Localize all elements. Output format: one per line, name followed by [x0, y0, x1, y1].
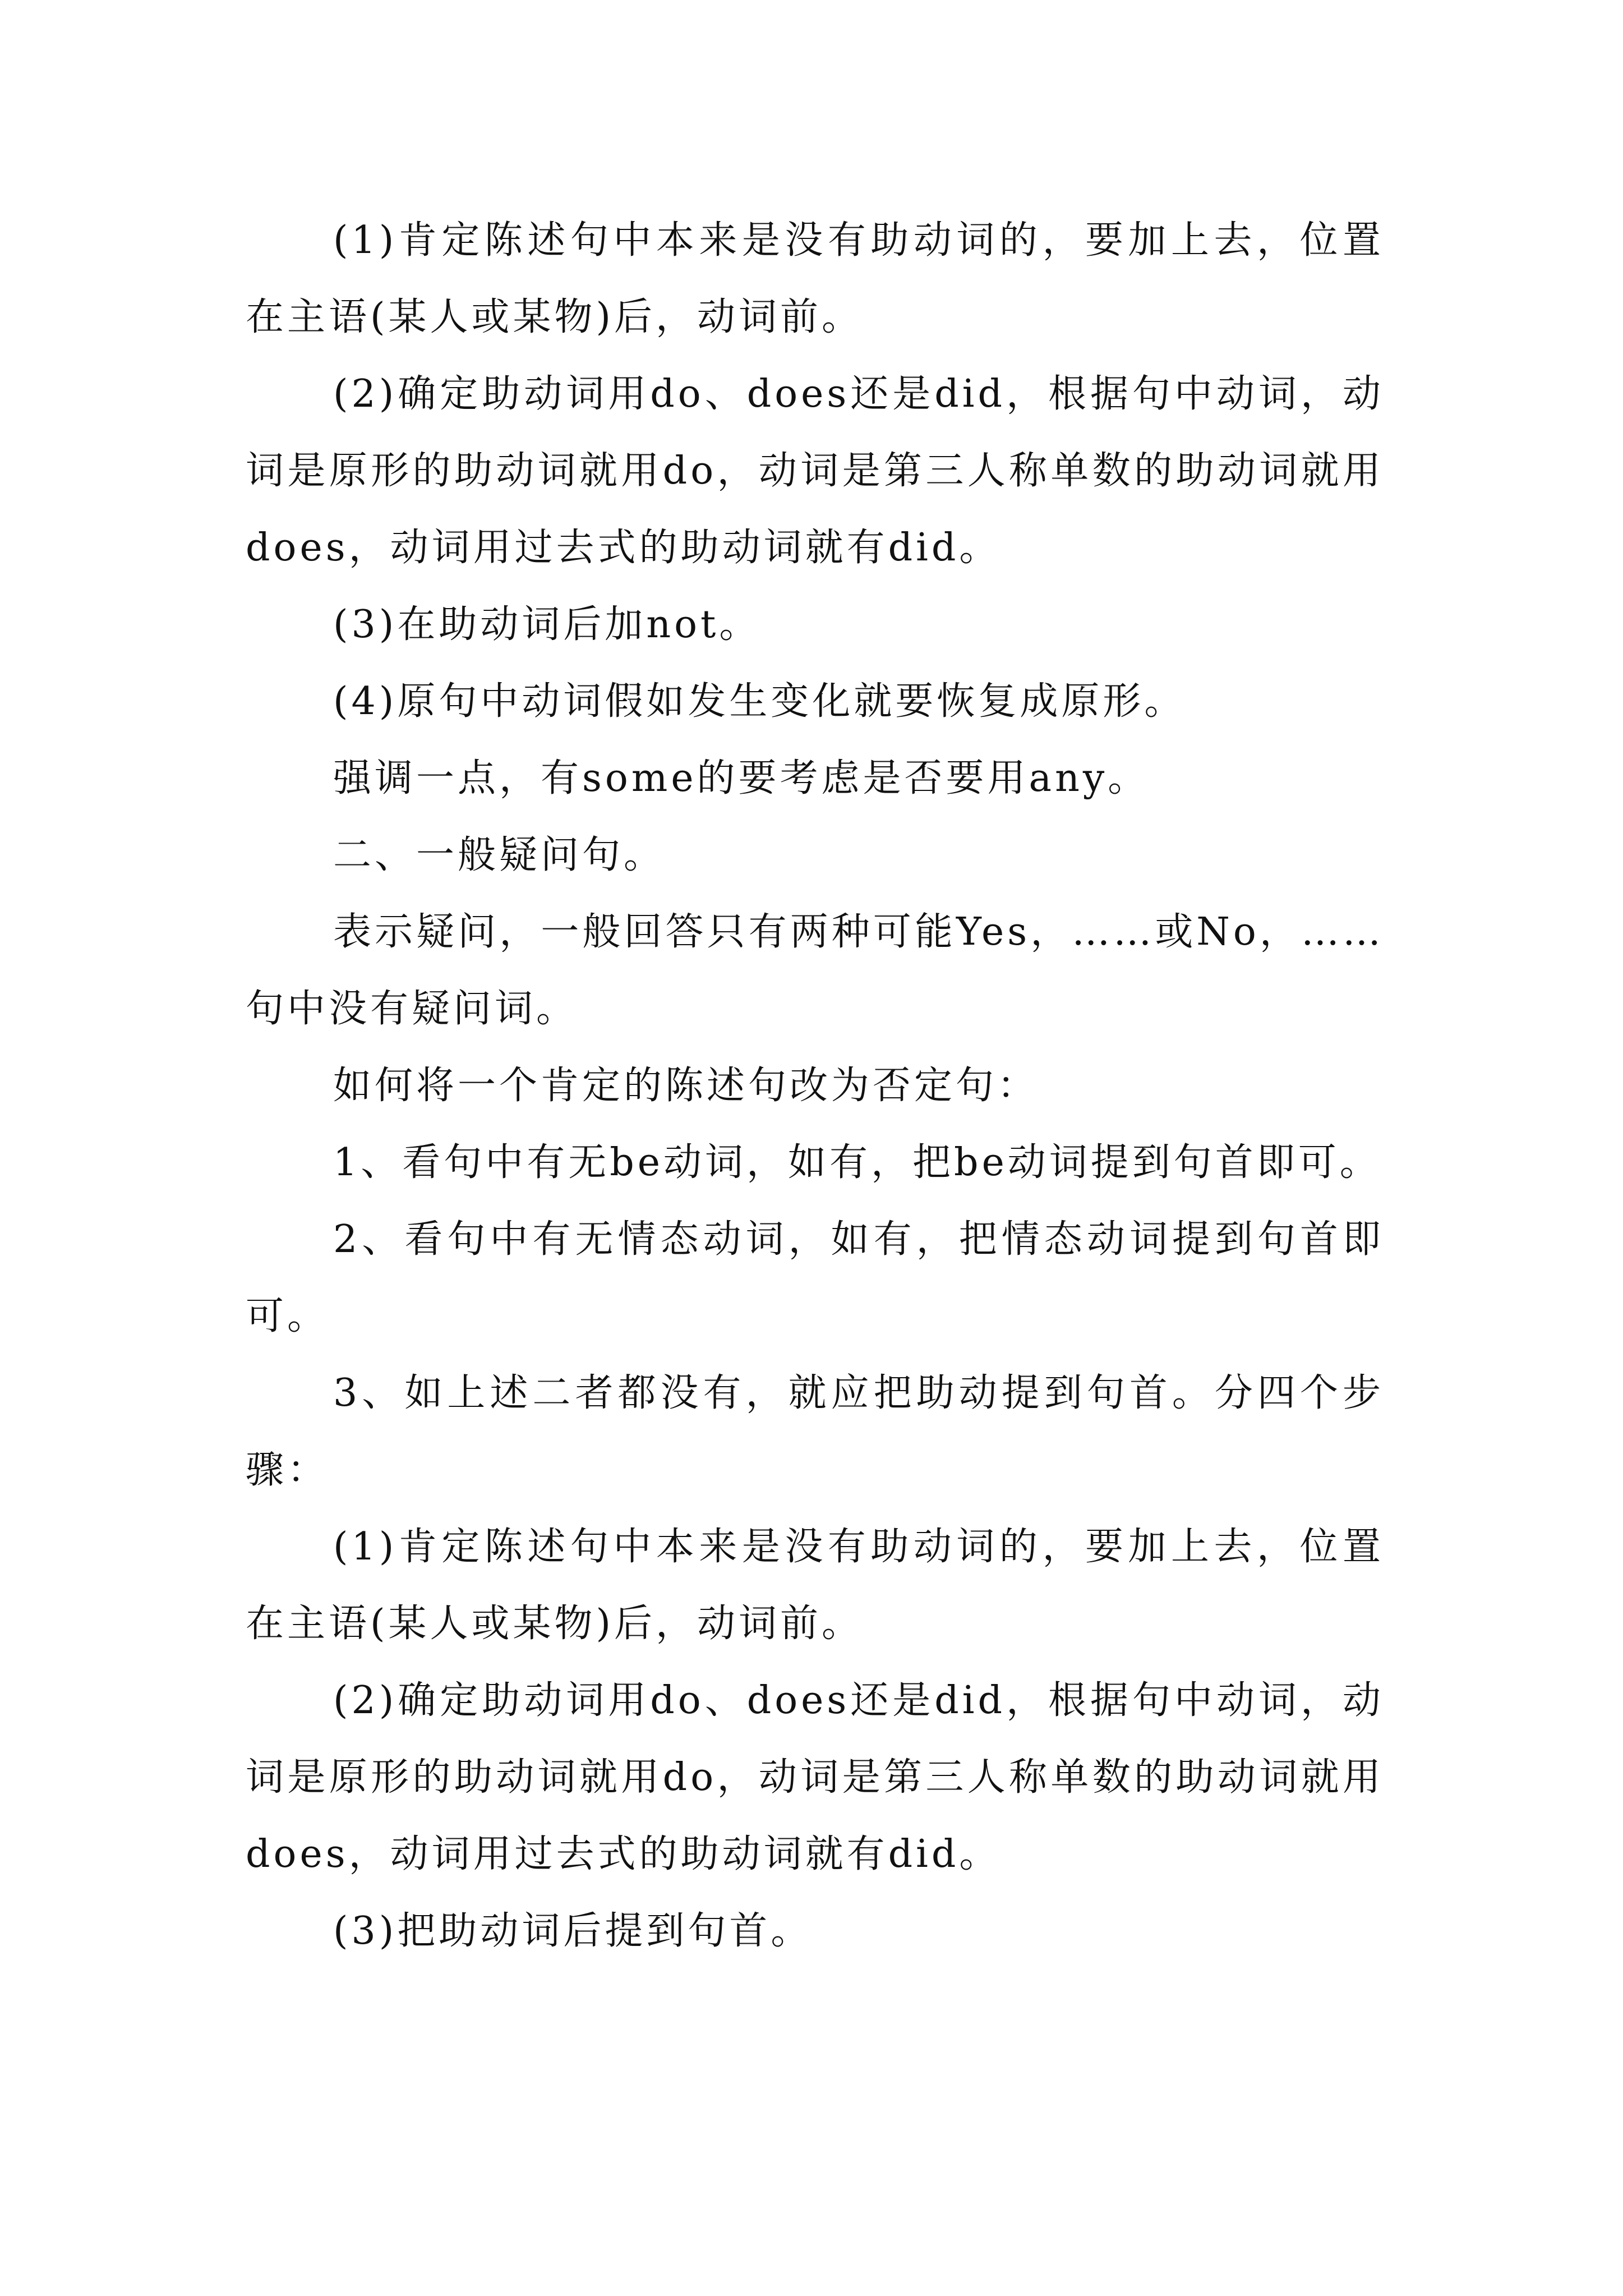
paragraph-how-to-convert: 如何将一个肯定的陈述句改为否定句： [333, 1064, 1039, 1108]
paragraph-emphasis-note: 强调一点，有some的要考虑是否要用any。 [333, 756, 1150, 800]
paragraph-negative-step-4: (4)原句中动词假如发生变化就要恢复成原形。 [333, 679, 1186, 724]
paragraph-question-definition: 表示疑问，一般回答只有两种可能Yes，……或No，……句中没有疑问词。 [246, 910, 1384, 1031]
paragraph-rule-auxiliary: 3、如上述二者都没有，就应把助动提到句首。分四个步骤： [246, 1371, 1384, 1492]
paragraph-question-step-3: (3)把助动词后提到句首。 [333, 1909, 813, 1953]
paragraph-question-step-1: (1)肯定陈述句中本来是没有助动词的，要加上去，位置在主语(某人或某物)后，动词前。 [246, 1525, 1384, 1646]
paragraph-question-step-2: (2)确定助动词用do、does还是did，根据句中动词，动词是原形的助动词就用do，动词是第三人称单数的助动词就用does，动词用过去式的助动词就有did。 [246, 1678, 1384, 1876]
document-body [246, 202, 1384, 1970]
paragraph-rule-be-verb: 1、看句中有无be动词，如有，把be动词提到句首即可。 [333, 1140, 1381, 1185]
paragraph-negative-step-2: (2)确定助动词用do、does还是did，根据句中动词，动词是原形的助动词就用do，动词是第三人称单数的助动词就用does，动词用过去式的助动词就有did。 [246, 372, 1384, 570]
paragraph-negative-step-3: (3)在助动词后加not。 [333, 602, 761, 647]
section-heading-yes-no-question: 二、一般疑问句。 [333, 833, 666, 877]
paragraph-rule-modal-verb: 2、看句中有无情态动词，如有，把情态动词提到句首即可。 [246, 1217, 1384, 1338]
paragraph-negative-step-1: (1)肯定陈述句中本来是没有助动词的，要加上去，位置在主语(某人或某物)后，动词前。 [246, 218, 1384, 339]
